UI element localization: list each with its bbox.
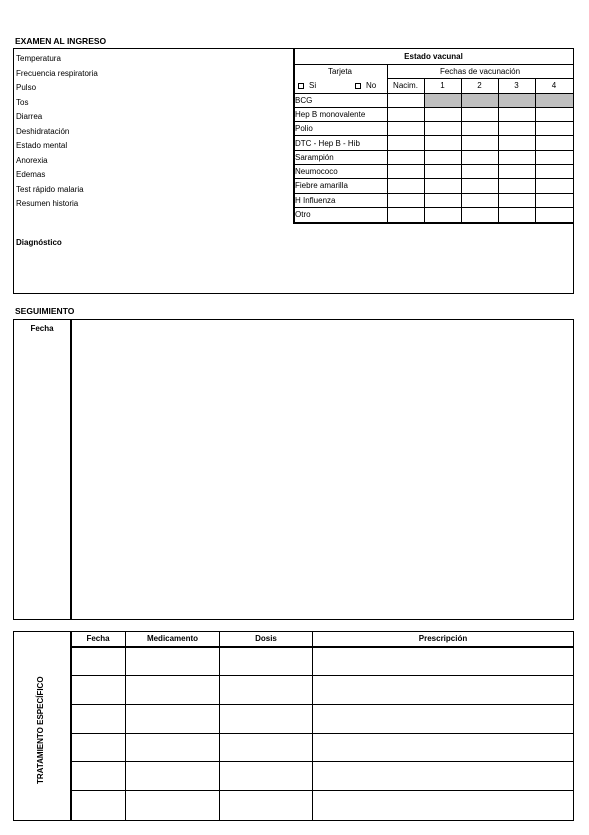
ingreso-item: Pulso [16,83,37,92]
fechas-label: Fechas de vacunación [439,67,521,76]
seguimiento-fecha: Fecha [30,324,54,333]
col-header: 1 [440,81,445,90]
tratamiento-box [13,631,574,821]
vacuna-row: Neumococo [295,167,338,176]
seguimiento-box [13,319,574,620]
checkbox-icon [355,83,361,89]
ingreso-item: Test rápido malaria [16,184,84,194]
vacuna-row: Otro [295,210,311,219]
diagnostico-label: Diagnóstico [16,238,62,247]
vacunal-title: Estado vacunal [404,52,463,61]
col-header: 4 [551,81,557,90]
ingreso-item: Resumen historia [16,199,79,208]
ingreso-item: Anorexia [16,155,48,165]
ingreso-item: Frecuencia respiratoria [16,68,98,78]
checkbox-icon [298,83,304,89]
vacuna-row: Hep B monovalente [295,110,366,119]
tratamiento-header: Fecha [86,634,110,643]
tarjeta-si-label: Si [309,81,317,90]
tratamiento-header: Medicamento [146,634,199,643]
col-header: 2 [477,81,482,90]
ingreso-item: Tos [16,97,29,107]
ingreso-title: EXAMEN AL INGRESO [15,36,107,46]
ingreso-item: Deshidratación [16,126,70,136]
vacuna-row: Sarampión [295,153,334,162]
tarjeta-no-checkbox[interactable] [355,81,376,90]
vacuna-row: DTC - Hep B - Hib [295,139,360,148]
tarjeta-label: Tarjeta [327,67,352,76]
tratamiento-header: Prescripción [418,634,468,643]
col-nacim: Nacim. [393,81,418,90]
ingreso-item: Temperatura [16,54,61,63]
vacuna-row: H Influenza [295,196,336,205]
ingreso-item: Edemas [16,170,46,179]
vacuna-row: BCG [295,96,313,105]
seguimiento-title: SEGUIMIENTO [15,306,75,316]
tratamiento-header: Dosis [255,634,277,643]
vacuna-row: Polio [295,124,313,133]
tratamiento-side-label: TRATAMIENTO ESPECÍFICO [36,676,45,784]
tarjeta-si-checkbox[interactable] [298,81,316,90]
ingreso-item: Estado mental [16,141,68,150]
vacuna-row: Fiebre amarilla [295,181,348,190]
ingreso-item: Diarrea [16,112,43,121]
tarjeta-no-label: No [366,81,377,90]
col-header: 3 [514,81,519,90]
